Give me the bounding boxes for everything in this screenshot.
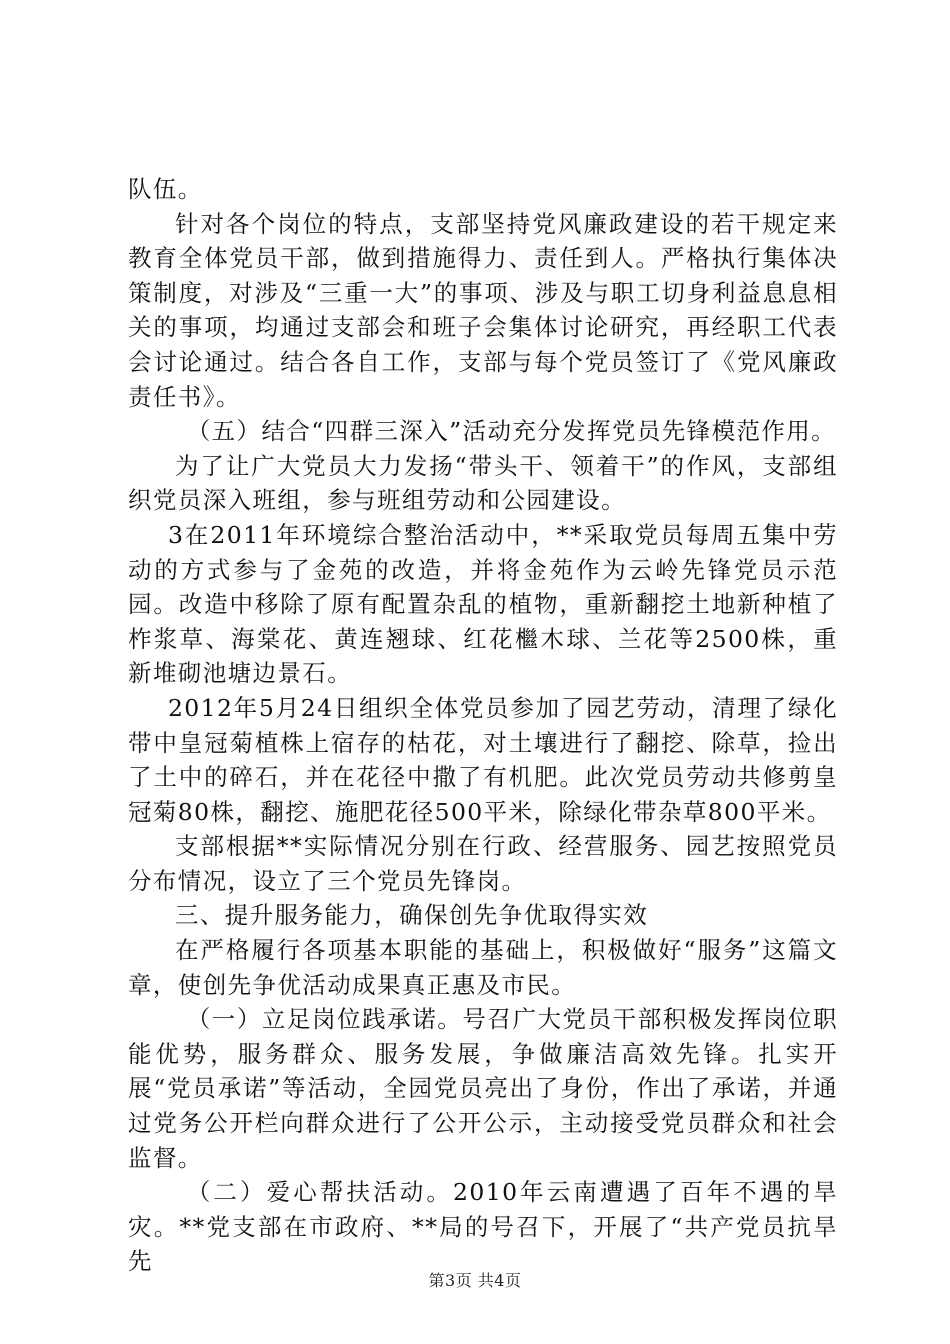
paragraph-continuation: 队伍。 xyxy=(128,175,203,203)
section-heading-five: （五）结合“四群三深入”活动充分发挥党员先锋模范作用。 xyxy=(186,417,837,446)
paragraph-service: 在严格履行各项基本职能的基础上，积极做好“服务”这篇文章，使创先争优活动成果真正惠及市民。 xyxy=(128,936,838,999)
paragraph-commitment: （一）立足岗位践承诺。号召广大党员干部积极发挥岗位职能优势，服务群众、服务发展，争做廉洁高效先锋。扎实开展“党员承诺”等活动，全园党员亮出了身份，作出了承诺，并通过党务公开栏向群众进行了公开公示，主动接受党员群众和社会监督。 xyxy=(128,1005,838,1172)
paragraph-party-discipline: 针对各个岗位的特点，支部坚持党风廉政建设的若干规定来教育全体党员干部，做到措施得力、责任到人。严格执行集体决策制度，对涉及“三重一大”的事项、涉及与职工切身利益息息相关的事项，均通过支部会和班子会集体讨论研究，再经职工代表会讨论通过。结合各自工作，支部与每个党员签订了《党风廉政责任书》。 xyxy=(128,209,838,411)
paragraph-2011-renovation: 3在2011年环境综合整治活动中，**采取党员每周五集中劳动的方式参与了金苑的改造，并将金苑作为云岭先锋党员示范园。改造中移除了原有配置杂乱的植物，重新翻挖土地新种植了柞浆草、海棠花、黄连翘球、红花檵木球、兰花等2500株，重新堆砌池塘边景石。 xyxy=(128,520,838,688)
section-heading-three: 三、提升服务能力，确保创先争优取得实效 xyxy=(175,901,649,930)
document-body xyxy=(128,172,838,1279)
paragraph-care-assistance: （二）爱心帮扶活动。2010年云南遭遇了百年不遇的旱灾。**党支部在市政府、**局的号召下，开展了“共产党员抗旱先 xyxy=(128,1178,838,1276)
page-footer: 第3页 共4页 xyxy=(428,1271,522,1290)
paragraph-pioneer-posts: 支部根据**实际情况分别在行政、经营服务、园艺按照党员分布情况，设立了三个党员先锋岗。 xyxy=(128,832,838,895)
paragraph-2012-gardening: 2012年5月24日组织全体党员参加了园艺劳动，清理了绿化带中皇冠菊植株上宿存的枯花，对土壤进行了翻挖、除草，捡出了土中的碎石，并在花径中撒了有机肥。此次党员劳动共修剪皇冠菊80株，翻挖、施肥花径500平米，除绿化带杂草800平米。 xyxy=(128,693,838,826)
paragraph-party-members-labor: 为了让广大党员大力发扬“带头干、领着干”的作风，支部组织党员深入班组，参与班组劳动和公园建设。 xyxy=(128,451,838,515)
